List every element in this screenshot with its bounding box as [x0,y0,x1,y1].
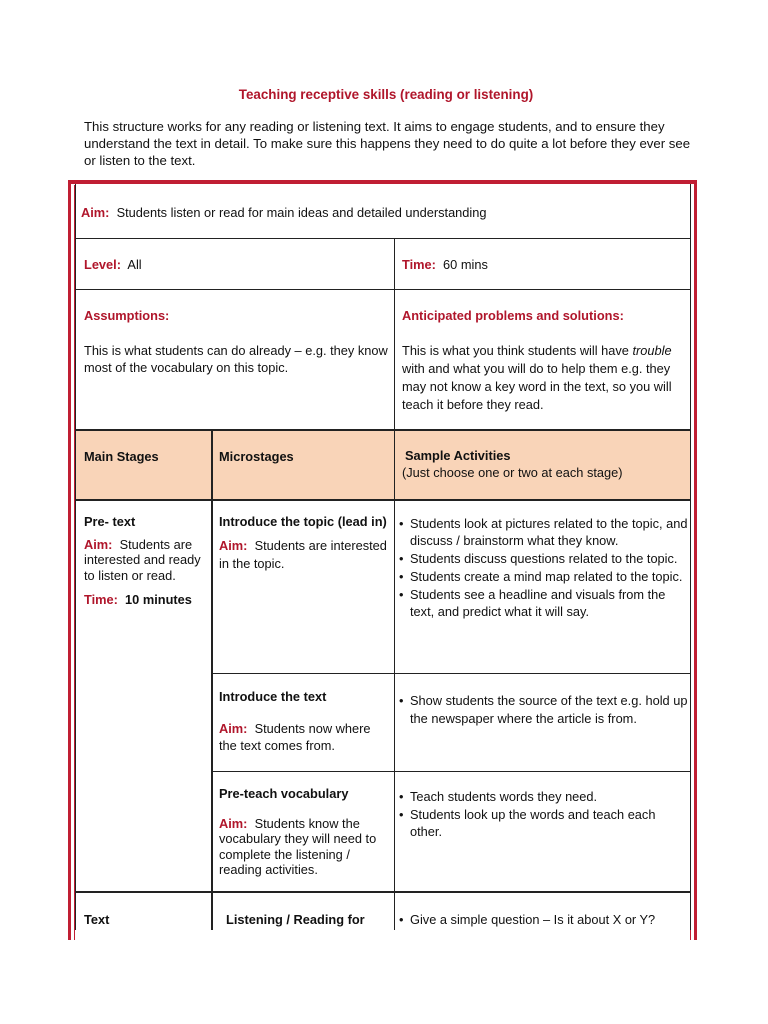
list-item: • Students look at pictures related to the topic, and discuss / brainstorm what they know. [392,515,690,549]
rule [211,430,213,930]
list-item: • Students look up the words and teach each other. [392,806,690,840]
list-item: • Show students the source of the text e.g. hold up the newspaper where the article is from. [392,692,690,728]
plan-level [84,256,384,273]
micro-aim-label: Aim: [219,538,248,553]
level-label: Level: [84,257,121,272]
list-item: • Give a simple question – Is it about X or Y? [392,911,690,928]
rule [690,184,691,930]
time-label: Time: [402,257,436,272]
assumptions-cell [84,307,389,376]
activity-list [392,515,690,620]
micro-title: Pre-teach vocabulary [219,786,349,801]
list-item: • Students discuss questions related to the topic. [392,550,690,567]
list-item: • Students see a headline and visuals from the text, and predict what it will say. [392,586,690,620]
pre-text-time [84,592,208,608]
time-text: 60 mins [443,257,488,272]
header-main-stages: Main Stages [84,449,159,464]
activity-list [392,692,690,728]
pre-text-aim-label: Aim: [84,536,113,552]
micro-aim [219,720,391,754]
list-item: • Teach students words they need. [392,788,690,805]
intro-paragraph: This structure works for any reading or listening text. It aims to engage students, and to ensure they understand the text in detail. To make sure this happens they need to do quite a lot before they ever see or listen to the text. [84,119,691,168]
micro-aim-text: Students are interested in the topic. [219,538,387,571]
problems-emphasis: trouble [632,343,672,358]
pre-text-aim [84,537,208,584]
micro-listening-reading: Listening / Reading for [226,912,365,927]
rule [211,771,691,772]
rule [75,238,691,239]
text-stage: Text [84,912,110,927]
micro-aim-label: Aim: [219,815,248,831]
plan-time [402,256,682,273]
micro-preteach-vocabulary [219,786,391,878]
assumptions-text: This is what students can do already – e.g. they know most of the vocabulary on this topic. [84,343,388,375]
micro-aim [219,816,391,878]
activities-text [392,911,690,929]
rule [75,184,76,930]
sample-activities-title: Sample Activities [405,448,511,463]
micro-aim-text: Students know the vocabulary they will need to complete the listening / reading activities. [219,815,377,877]
problems-text [402,342,688,414]
aim-label: Aim: [81,205,110,220]
rule [394,238,395,430]
pre-text-time-text: 10 minutes [125,592,192,607]
sample-activities-note: (Just choose one or two at each stage) [402,465,623,480]
problems-cell [402,307,688,414]
micro-introduce-topic [219,514,389,573]
rule [75,891,691,893]
header-sample-activities [402,447,688,481]
activity-list [392,788,690,840]
activities-introduce-text [392,692,690,729]
list-item: • Students create a mind map related to the topic. [392,568,690,585]
aim-text: Students listen or read for main ideas and detailed understanding [116,205,487,220]
micro-title: Introduce the topic (lead in) [219,514,387,529]
assumptions-label: Assumptions: [84,308,170,323]
rule [75,499,691,501]
rule [75,429,691,431]
document-title: Teaching receptive skills (reading or listening) [238,87,534,102]
rule [211,673,691,674]
plan-aim [81,204,686,221]
header-microstages: Microstages [219,449,294,464]
pre-text-aim-text: Students are interested and ready to listen or read. [84,536,201,583]
pre-text-stage [84,514,208,608]
micro-aim-label: Aim: [219,721,248,736]
micro-introduce-text [219,688,391,754]
rule [75,289,691,290]
activity-list [392,911,690,928]
problems-text-end: with and what you will do to help them e.g. they may not know a key word in the text, so you will teach it before they read. [402,361,672,412]
pre-text-title: Pre- text [84,514,136,529]
micro-aim-text: Students now where the text comes from. [219,721,371,753]
activities-introduce-topic [392,515,690,621]
problems-label: Anticipated problems and solutions: [402,308,624,323]
micro-aim [219,537,389,573]
pre-text-time-label: Time: [84,592,118,607]
micro-title: Introduce the text [219,689,327,704]
problems-text-start: This is what you think students will have [402,343,629,358]
activities-preteach-vocabulary [392,788,690,841]
level-text: All [127,257,142,272]
rule [394,430,395,930]
